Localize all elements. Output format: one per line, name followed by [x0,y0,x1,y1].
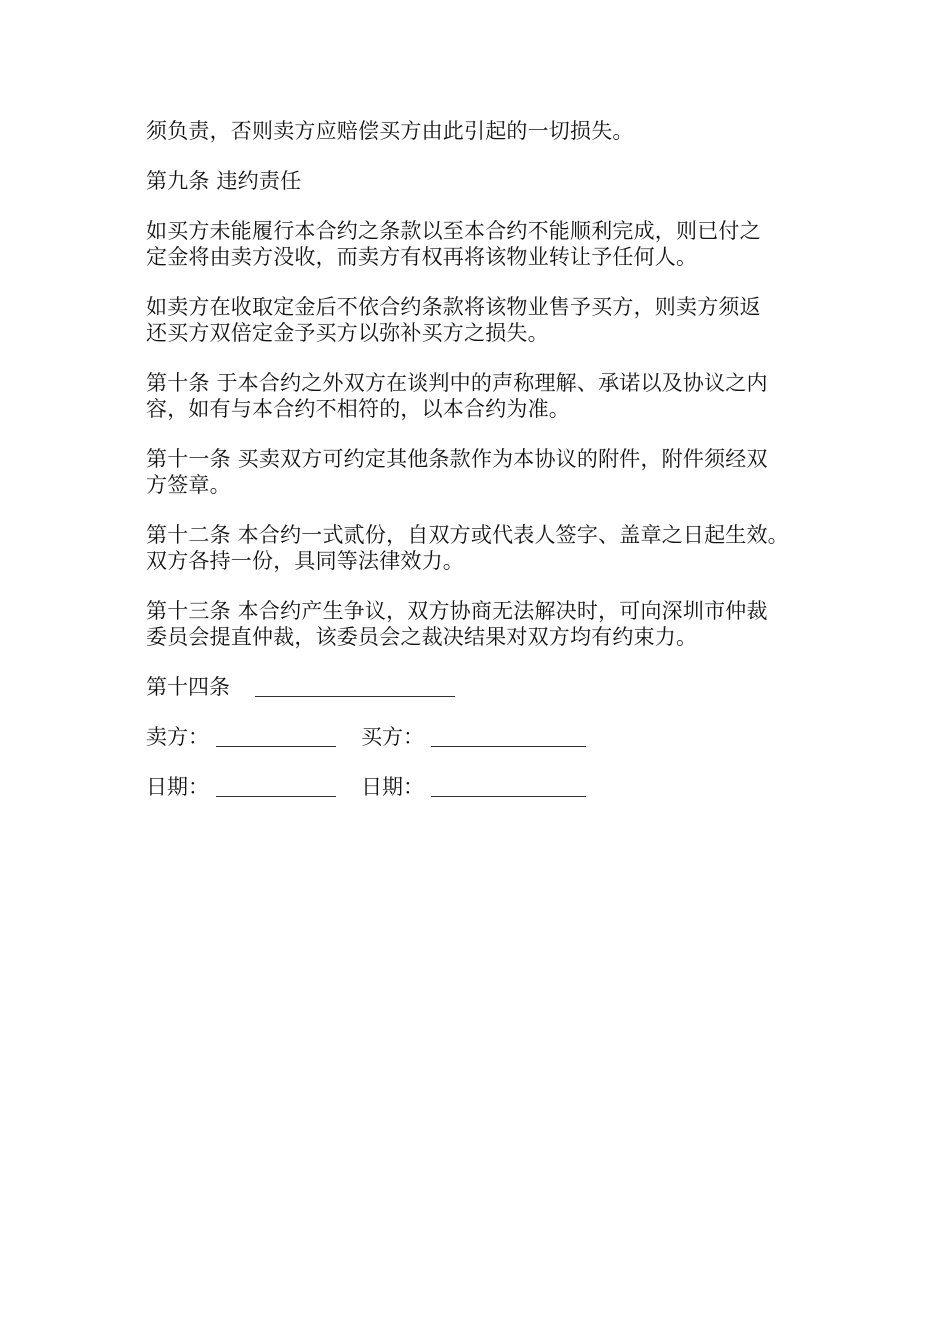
buyer-date-field[interactable] [431,776,586,797]
text-line: 方签章。 [146,473,231,497]
text-line: 还买方双倍定金予买方以弥补买方之损失。 [146,321,549,345]
article-11 [146,446,826,498]
text-line: 第十条 于本合约之外双方在谈判中的声称理解、承诺以及协议之内 [146,371,768,395]
text-line: 须负责，否则卖方应赔偿买方由此引起的一切损失。 [146,119,634,143]
text-line: 如卖方在收取定金后不依合约条款将该物业售予买方，则卖方须返 [146,295,761,319]
text-line: 第十三条 本合约产生争议，双方协商无法解决时，可向深圳市仲裁 [146,599,768,623]
text-line: 容，如有与本合约不相符的，以本合约为准。 [146,397,570,421]
document-body [146,118,826,824]
article-9-heading [146,168,826,194]
seller-date-field[interactable] [216,776,336,797]
seller-label: 卖方： [146,725,209,749]
article-12 [146,522,826,574]
text-line: 如买方未能履行本合约之条款以至本合约不能顺利完成，则已付之 [146,219,761,243]
text-line: 定金将由卖方没收，而卖方有权再将该物业转让予任何人。 [146,245,698,269]
article-13 [146,598,826,650]
text-line: 第九条 违约责任 [146,169,302,193]
text-line: 第十一条 买卖双方可约定其他条款作为本协议的附件，附件须经双 [146,447,768,471]
party-signature-row [146,724,826,750]
paragraph-continuation [146,118,826,144]
buyer-date-label: 日期： [361,775,425,799]
article-14 [146,674,826,700]
buyer-signature-field[interactable] [431,726,586,747]
text-line: 委员会提直仲裁，该委员会之裁决结果对双方均有约束力。 [146,625,698,649]
paragraph-buyer-default [146,218,826,270]
date-signature-row [146,774,826,800]
article-10 [146,370,826,422]
paragraph-seller-default [146,294,826,346]
article-14-label: 第十四条 [146,675,230,699]
seller-signature-field[interactable] [216,726,336,747]
article-14-blank-field[interactable] [255,676,455,697]
text-line: 第十二条 本合约一式贰份，自双方或代表人签字、盖章之日起生效。 [146,523,789,547]
text-line: 双方各持一份，具同等法律效力。 [146,549,464,573]
buyer-label: 买方： [361,725,425,749]
seller-date-label: 日期： [146,775,209,799]
